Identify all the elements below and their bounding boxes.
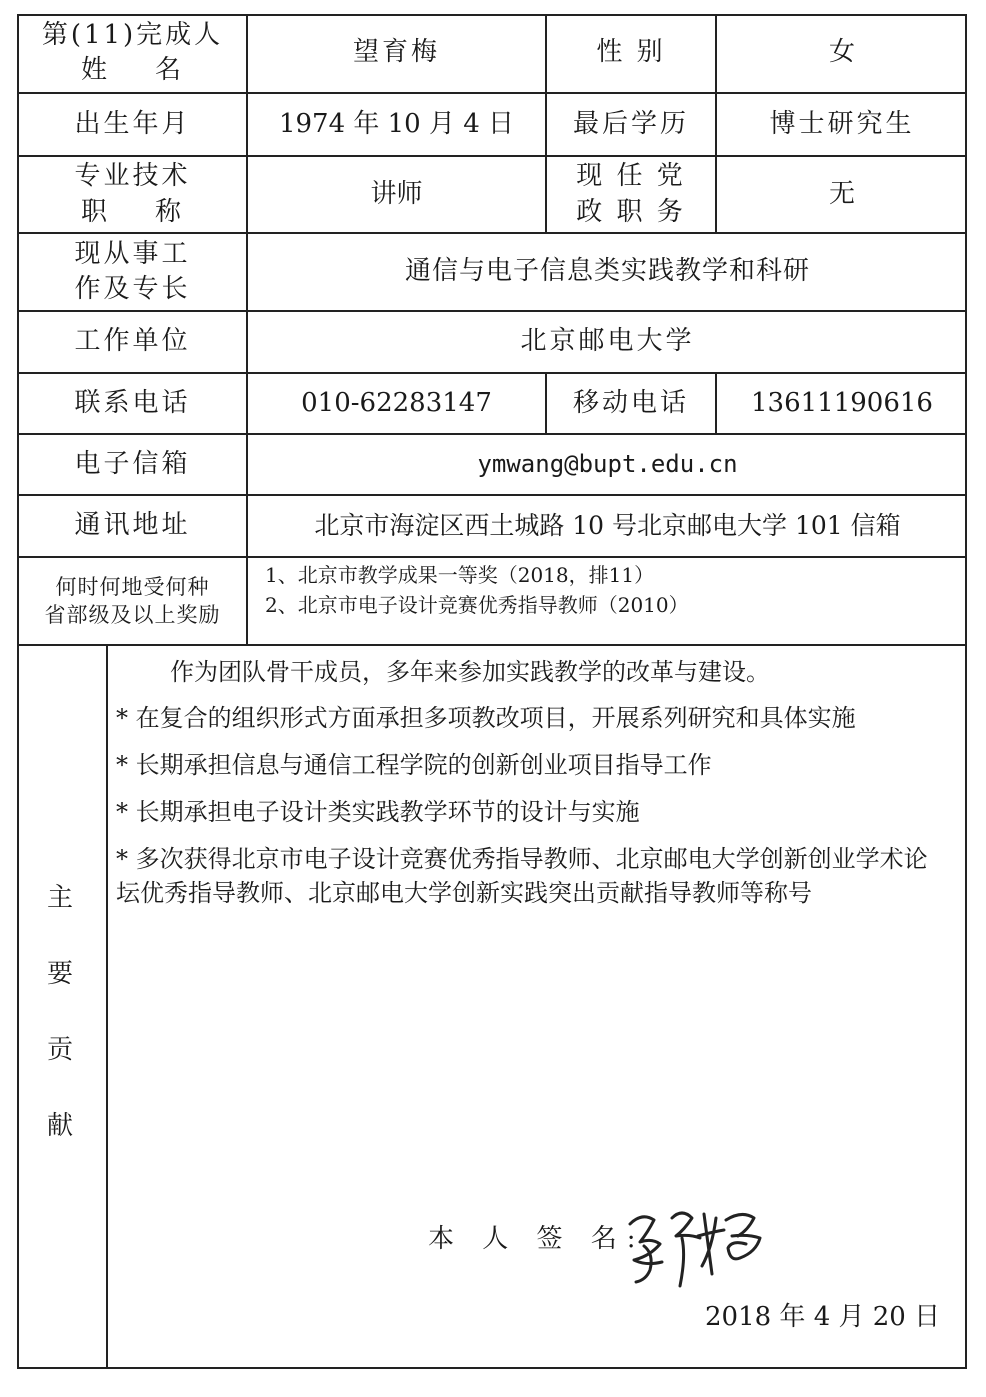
party-label-line2: 政 职 务 [576, 196, 686, 227]
awards-list [265, 560, 955, 620]
party-value: 无 [828, 178, 855, 209]
title-label [19, 157, 246, 232]
award-item: 2、北京市电子设计竞赛优秀指导教师（2010） [265, 593, 689, 617]
birth-value: 1974 年 10 月 4 日 [278, 108, 515, 139]
contribution-label-char: 贡 [46, 1035, 73, 1065]
education-label: 最后学历 [572, 108, 689, 139]
email-value: ymwang@bupt.edu.cn [477, 450, 738, 479]
unit-label: 工作单位 [74, 326, 191, 357]
handwritten-signature [620, 1196, 770, 1292]
mobile-value: 13611190616 [751, 387, 933, 418]
party-label [547, 157, 715, 232]
award-item: 1、北京市教学成果一等奖（2018，排11） [265, 563, 655, 587]
contribution-label-char: 主 [46, 883, 73, 913]
col-divider [106, 644, 108, 1369]
row-divider [17, 644, 967, 646]
contribution-bullet: * 多次获得北京市电子设计竞赛优秀指导教师、北京邮电大学创新创业学术论坛优秀指导教师、北京邮电大学创新实践突出贡献指导教师等称号 [116, 845, 928, 907]
awards-label-line1: 何时何地受何种 [55, 574, 210, 599]
unit-value: 北京邮电大学 [520, 326, 695, 357]
work-label-line2: 作及专长 [74, 274, 191, 304]
email-label: 电子信箱 [74, 448, 191, 479]
title-value: 讲师 [370, 178, 423, 209]
contribution-bullet: * 长期承担信息与通信工程学院的创新创业项目指导工作 [116, 751, 712, 779]
birth-label: 出生年月 [74, 108, 191, 139]
title-label-line2: 职 称 [80, 196, 185, 227]
work-value: 通信与电子信息类实践教学和科研 [404, 256, 810, 287]
party-label-line1: 现 任 党 [576, 161, 686, 192]
contribution-bullet: * 在复合的组织形式方面承担多项教改项目，开展系列研究和具体实施 [116, 704, 856, 732]
name-label-line2: 姓 名 [80, 55, 185, 85]
address-value: 北京市海淀区西土城路 10 号北京邮电大学 101 信箱 [314, 511, 901, 541]
signature-date: 2018 年 4 月 20 日 [705, 1302, 941, 1332]
name-label-line1: 第(11)完成人 [41, 19, 224, 50]
work-label-line1: 现从事工 [74, 238, 191, 269]
title-label-line1: 专业技术 [74, 161, 191, 192]
name-label [19, 14, 246, 92]
contribution-intro: 作为团队骨干成员，多年来参加实践教学的改革与建设。 [170, 658, 770, 686]
phone-value: 010-62283147 [301, 387, 492, 418]
work-label [19, 234, 246, 310]
gender-label: 性 别 [596, 37, 666, 68]
awards-label-line2: 省部级及以上奖励 [44, 603, 221, 627]
mobile-label: 移动电话 [572, 387, 689, 418]
phone-label: 联系电话 [74, 387, 191, 418]
contribution-label [40, 860, 80, 1164]
name-value: 望育梅 [352, 37, 440, 68]
contribution-label-char: 要 [46, 959, 73, 989]
contribution-body [116, 655, 951, 923]
signature-label: 本 人 签 名: [428, 1224, 646, 1254]
contribution-bullet: * 长期承担电子设计类实践教学环节的设计与实施 [116, 798, 640, 826]
contribution-label-char: 献 [46, 1111, 73, 1141]
address-label: 通讯地址 [74, 510, 191, 541]
gender-value: 女 [828, 37, 855, 68]
education-value: 博士研究生 [769, 108, 915, 139]
awards-label [19, 558, 246, 644]
